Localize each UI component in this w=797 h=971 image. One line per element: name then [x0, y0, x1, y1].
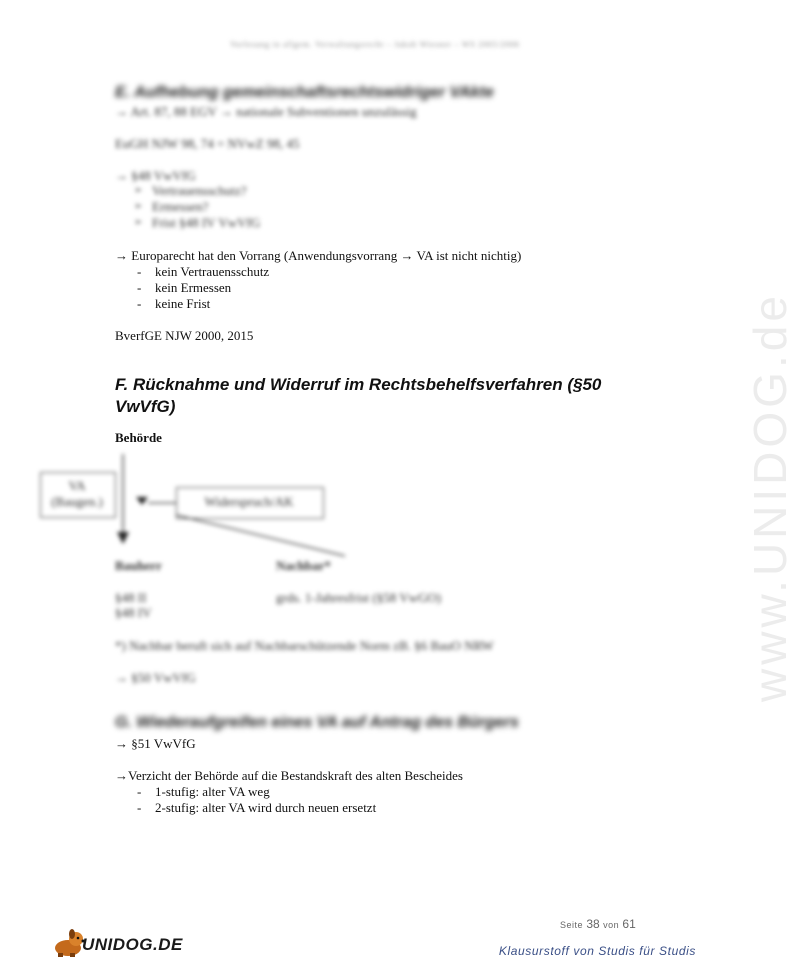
vorrang-dash-list [131, 264, 269, 312]
page-total: 61 [622, 917, 636, 931]
list-item: - keine Frist [137, 296, 211, 311]
list-item: - kein Vertrauensschutz [137, 264, 270, 279]
citation: BverfGE NJW 2000, 2015 [115, 328, 254, 343]
list-item: - 1-stufig: alter VA weg [137, 784, 270, 799]
list-item: ➢ Vertrauensschutz? [134, 183, 247, 198]
dog-icon [52, 928, 86, 958]
line-nachbar [176, 515, 345, 556]
list-item: - 2-stufig: alter VA wird durch neuen ersetzt [137, 800, 377, 815]
list-item: ➢ Frist §48 IV VwVfG [134, 215, 261, 230]
watermark: www.UNIDOG.de [744, 292, 796, 702]
section-e-sub-list [128, 183, 260, 231]
ref-50: → §50 VwVfG [115, 670, 196, 685]
behoerde-label: Behörde [115, 430, 162, 445]
running-head: Vorlesung in allgem. Verwaltungsrecht – Jakob Wiesner – WS 2005/2006 [230, 40, 520, 49]
section-e-heading: E. Aufhebung gemeinschaftsrechtswidriger VAkte [115, 84, 494, 101]
section-e-line1: → Art. 87, 88 EGV → nationale Subventionen unzulässig [115, 104, 417, 119]
logo-text: UNIDOG.DE [82, 935, 183, 954]
section-f-heading: F. Rücknahme und Widerruf im Rechtsbehelfsverfahren (§50 VwVfG) [115, 375, 602, 416]
footer-slogan: Klausurstoff von Studis für Studis [498, 944, 696, 958]
bauherr-ref-1: §48 II [115, 590, 147, 605]
va-box-sublabel: (Baugen.) [51, 494, 103, 509]
vorrang-line: → Europarecht hat den Vorrang (Anwendungsvorrang → VA ist nicht nichtig) [115, 248, 522, 263]
va-box [40, 472, 116, 518]
widerspruch-box [176, 487, 324, 519]
verzicht-line: →Verzicht der Behörde auf die Bestandskraft des alten Bescheides [115, 768, 463, 783]
page-number [560, 917, 636, 931]
unidog-logo[interactable] [52, 928, 183, 958]
section-e-line2: EuGH NJW 98, 74 = NVwZ 98, 45 [115, 136, 300, 151]
nachbar-label: Nachbar* [276, 558, 331, 573]
page-sep: von [603, 920, 620, 930]
ref-51: → §51 VwVfG [115, 736, 196, 751]
arrowhead-widerspruch [136, 497, 148, 505]
verzicht-dash-list [131, 784, 376, 816]
widerspruch-box-label: Widerspruch/AK [204, 494, 294, 509]
list-item: ➢ Ermessen? [134, 199, 209, 214]
bauherr-label: Bauherr [115, 558, 162, 573]
section-e-line3: → §48 VwVfG [115, 168, 196, 183]
va-box-label: VA [68, 478, 86, 493]
section-g-heading: G. Wiederaufgreifen eines VA auf Antrag des Bürgers [115, 714, 519, 731]
nachbar-footnote: *) Nachbar beruft sich auf Nachbarschützende Norm zB. §6 BauO NRW [115, 638, 494, 653]
page-prefix: Seite [560, 920, 584, 930]
arrowhead-down [117, 532, 129, 544]
nachbar-ref: grds. 1-Jahresfrist (§58 VwGO) [276, 590, 442, 605]
page-current: 38 [586, 917, 600, 931]
bauherr-ref-2: §48 IV [115, 605, 152, 620]
list-item: - kein Ermessen [137, 280, 232, 295]
